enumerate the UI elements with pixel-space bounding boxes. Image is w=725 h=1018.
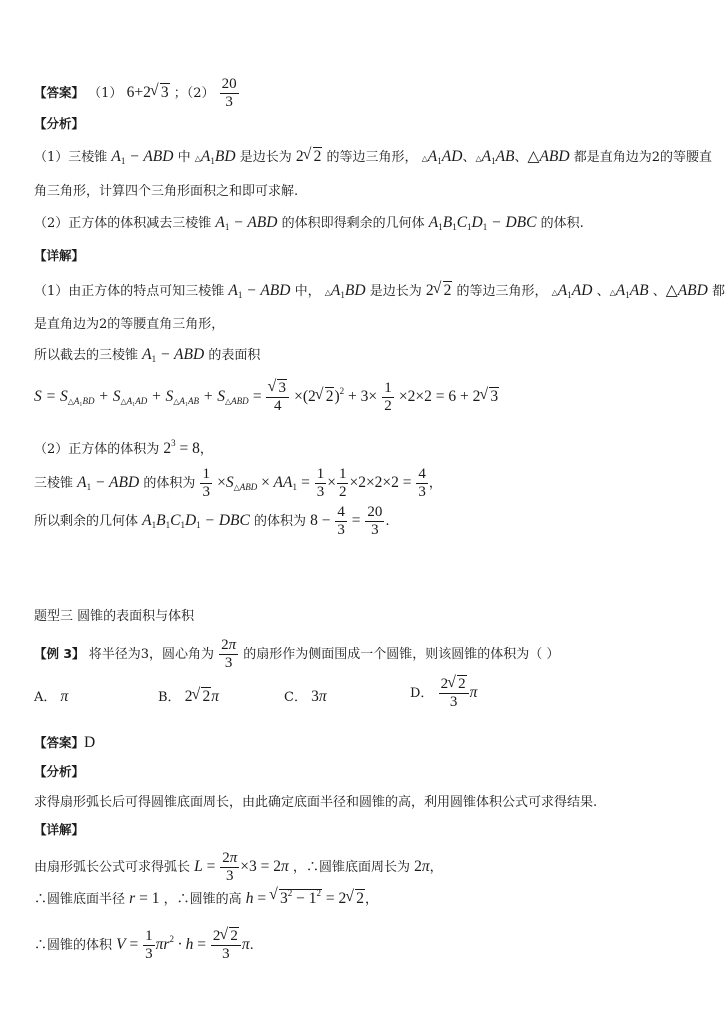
- answer-separator: ；（2）: [173, 86, 215, 101]
- detail-1-line-3: 所以截去的三棱锥 $A_1$ − ABD 的表面积: [34, 346, 261, 364]
- option-a[interactable]: A． π: [34, 688, 69, 705]
- surface-area-formula: $S = S_{\triangle A_1BD} + S_{\triangle A_1AD} + S_{\triangle A_1AB} + S_{\triangle ABD}$ = √ $\frac{3}{4}$ ×(2√ 2)$^2$ + 3× $\frac{1}{2}$ ×2×2 = 6 + 2√ 3: [34, 380, 499, 415]
- analysis-label-1: 【分析】: [34, 116, 85, 131]
- detail-2-line-2: 三棱锥 $A_1$ − ABD 的体积为 $\frac{1}{3}$ $\times S_{\triangle ABD} \times AA_1$ = $\frac{1}{3}$ × $\frac{1}{2}$ ×2×2×2 = $\frac{4}{3}$ ，: [34, 466, 442, 500]
- example-label: 【例 3】: [34, 646, 85, 661]
- answer-line-1: [34, 76, 240, 111]
- answer-part-1-label: （1）: [88, 86, 123, 101]
- option-b[interactable]: B． 2√ 2π: [158, 686, 219, 706]
- detail-2-line-3: 所以剩余的几何体 $A_1B_1C_1D_1$ − DBC 的体积为 8 − $\frac{4}{3}$ = $\frac{20}{3}$ .: [34, 504, 390, 538]
- answer-value-2: $\frac{20}{3}$: [221, 76, 237, 110]
- detail-3-line-2: ∴圆锥底面半径 r = 1 ，∴圆锥的高 h = √ $3^2 - 1^2 = 2√$ 2，: [34, 888, 378, 908]
- detail-label-1: 【详解】: [34, 248, 85, 263]
- answer-line-2: 【答案】D: [34, 734, 96, 751]
- answer-value-1: 6+2√ 3: [127, 84, 170, 101]
- analysis-2-line: （2）正方体的体积减去三棱锥 $A_1$ − ABD 的体积即得剩余的几何体 $A_1B_1C_1D_1$ − DBC 的体积.: [34, 214, 584, 232]
- option-a-value: π: [60, 688, 69, 705]
- detail-3-line-1: 由扇形弧长公式可求得弧长 L = $\frac{2\pi}{3}$ ×3 = 2π ，∴圆锥底面周长为 2π，: [34, 850, 443, 884]
- analysis-1-line-2: 角三角形，计算四个三角形面积之和即可求解.: [34, 184, 299, 199]
- analysis-2-text: 求得扇形弧长后可得圆锥底面周长，由此确定底面半径和圆锥的高，利用圆锥体积公式可求得结果.: [34, 795, 598, 810]
- answer-2-value: D: [84, 734, 96, 751]
- detail-label-2: 【详解】: [34, 822, 85, 837]
- answer-label: 【答案】: [34, 85, 85, 100]
- option-c[interactable]: C． 3π: [284, 688, 327, 705]
- section-title: 题型三 圆锥的表面积与体积: [34, 609, 195, 624]
- option-d[interactable]: D． $\frac{2√ 2}{3}$ π: [410, 676, 477, 711]
- example-3-question: 【例 3】 将半径为3，圆心角为 $\frac{2\pi}{3}$ 的扇形作为侧面围成一个圆锥，则该圆锥的体积为（ ）: [34, 637, 560, 671]
- detail-1-line-1: （1）由正方体的特点可知三棱锥 $A_1$ − ABD 中， $\triangle A_1BD$ 是边长为 2√ 2 的等边三角形， $\triangle A_1AD$ 、$\triangle A_1AB$ 、△ABD 都: [34, 280, 725, 300]
- detail-1-line-2: 是直角边为2的等腰直角三角形，: [34, 317, 225, 332]
- analysis-1-line-1: （1）三棱锥 $A_1$ − ABD 中 $\triangle A_1BD$ 是边长为 2√ 2 的等边三角形， $\triangle A_1AD$、$\triangle A_1AB$、△ABD 都是直角边为2的等腰直: [34, 146, 712, 166]
- detail-2-line-1: （2）正方体的体积为 $2^3 = 8$，: [34, 438, 213, 457]
- detail-3-line-3: ∴圆锥的体积 V = $\frac{1}{3}$ $\pi r^2 \cdot h$ = $\frac{2√ 2}{3}$ π.: [34, 928, 254, 963]
- analysis-label-2: 【分析】: [34, 764, 85, 779]
